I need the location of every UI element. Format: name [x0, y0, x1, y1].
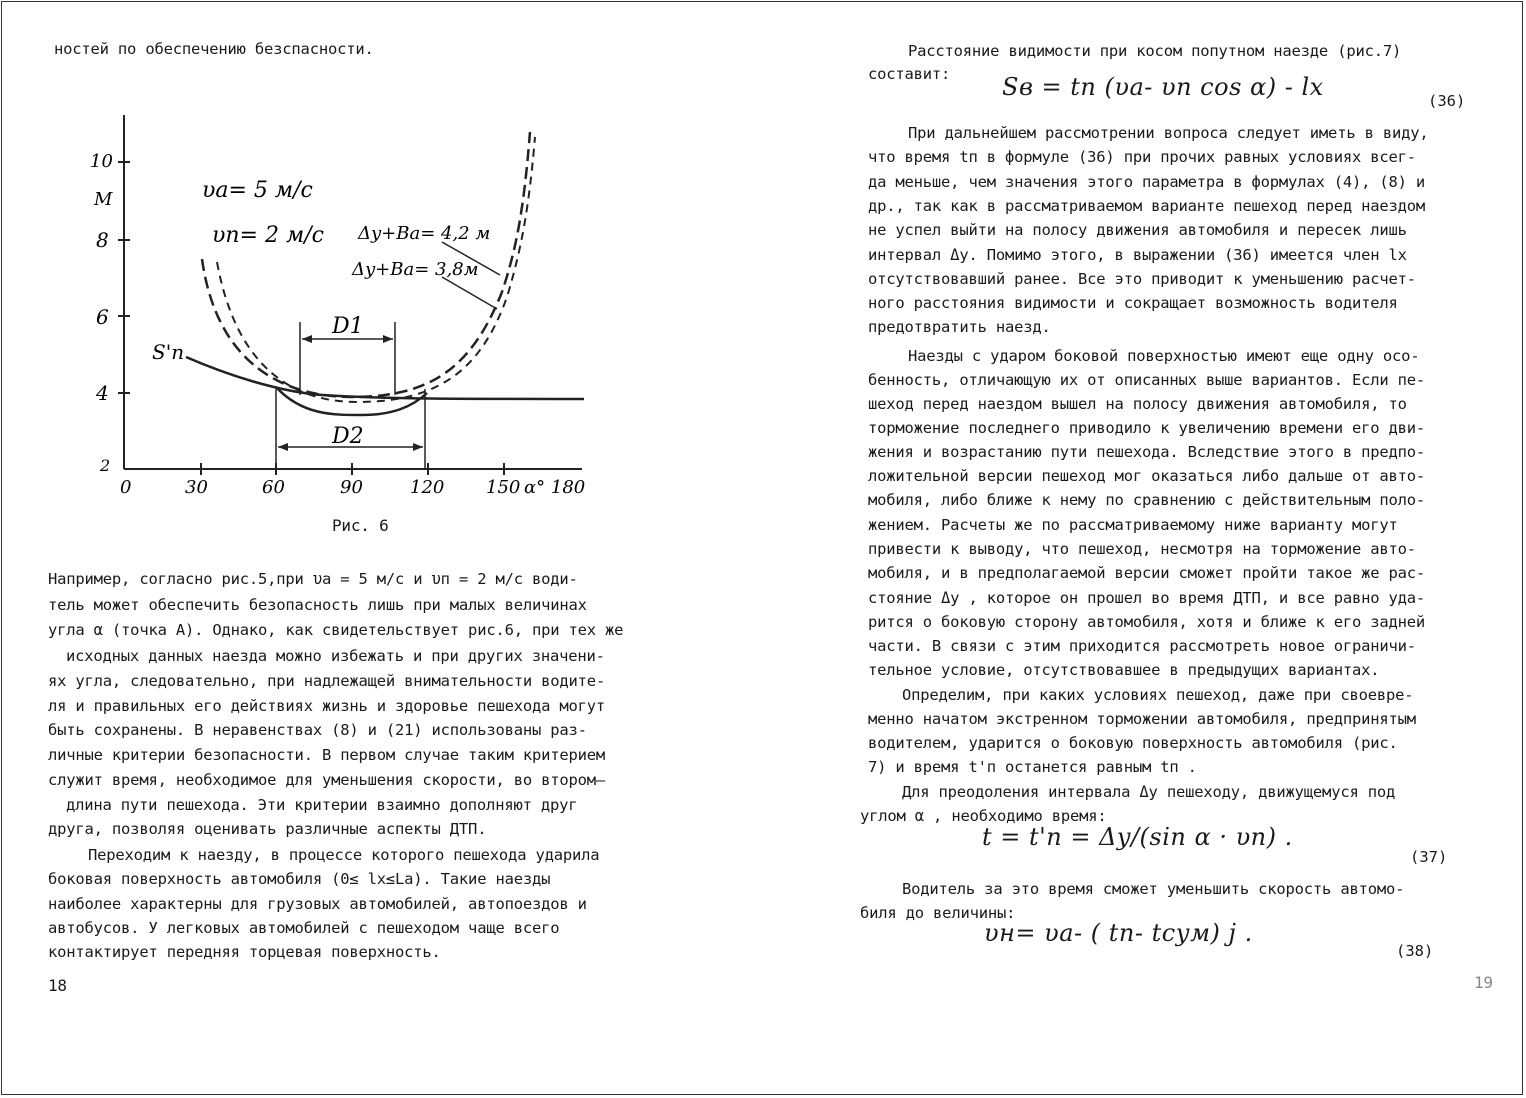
- y-tick-4: 4: [96, 381, 109, 405]
- rp-p3-line-2: бенность, отличающую их от описанных выше вариантов. Если пе-: [868, 371, 1426, 389]
- p2-line-2: боковая поверхность автомобиля (0≤ lx≤La). Такие наезды: [48, 870, 551, 888]
- rp-p1-line-2: составит:: [868, 65, 951, 83]
- rp-p5-line-1: Для преодоления интервала Δy пешеходу, движущемуся под: [902, 783, 1396, 801]
- figure-6: [2, 97, 642, 517]
- rp-p2-line-8: ного расстояния видимости и сокращает возможность водителя: [868, 294, 1398, 312]
- rp-p2-line-4: др., так как в рассматриваемом варианте пешеход перед наездом: [868, 197, 1426, 215]
- p1-line-9: служит время, необходимое для уменьшения скорости, во втором–: [48, 771, 606, 789]
- p1-line-10: длина пути пешехода. Эти критерии взаимно дополняют друг: [66, 796, 578, 814]
- page-number-right: 19: [1474, 973, 1493, 992]
- x-tick-150: 150: [486, 477, 521, 498]
- figure-caption: Рис. 6: [332, 516, 389, 535]
- rp-p3-line-3: шеход перед наездом вышел на полосу движения автомобиля, то: [868, 395, 1407, 413]
- rp-p3-line-10: мобиля, и в предполагаемой версии сможет пройти такое же рас-: [868, 564, 1426, 582]
- intro-line: ностей по обеспечению безспасности.: [54, 40, 374, 58]
- rp-p3-line-9: привести к выводу, что пешеход, несмотря на торможение авто-: [868, 540, 1416, 558]
- sp-curve: [186, 357, 584, 399]
- rp-p3-line-4: торможение последнего приводило к увеличению времени его дви-: [868, 419, 1426, 437]
- rp-p3-line-11: стояние Δy , которое он прошел во время ДТП, и все равно уда-: [868, 589, 1426, 607]
- x-tick-0: 0: [120, 477, 132, 498]
- p1-line-4: исходных данных наезда можно избежать и при других значени-: [66, 647, 605, 665]
- x-tick-120: 120: [410, 477, 445, 498]
- y-tick-2: 2: [100, 456, 111, 475]
- y-tick-m: M: [94, 189, 113, 210]
- rp-p3-line-5: жения и возрастанию пути пешехода. Вследствие этого в предпо-: [868, 443, 1426, 461]
- p1-line-3: угла α (точка А). Однако, как свидетельствует рис.6, при тех же: [48, 621, 624, 639]
- y-tick-10: 10: [90, 151, 113, 172]
- x-tick-60: 60: [262, 477, 285, 498]
- p1-line-5: ях угла, следовательно, при надлежащей внимательности водите-: [48, 672, 606, 690]
- rp-p4-line-4: 7) и время t'п останется равным tп .: [868, 758, 1197, 776]
- rp-p3-line-6: ложительной версии пешеход мог оказаться либо дальше от авто-: [868, 467, 1426, 485]
- p1-line-8: личные критерии безопасности. В первом случае таким критерием: [48, 746, 606, 764]
- rp-p4-line-2: менно начатом экстренном торможении автомобиля, предпринятым: [868, 710, 1416, 728]
- rp-p4-line-1: Определим, при каких условиях пешеход, даже при своевре-: [902, 686, 1414, 704]
- p2-line-4: автобусов. У легковых автомобилей с пешеходом чаще всего: [48, 919, 560, 937]
- rp-p3-line-1: Наезды с ударом боковой поверхностью имеют еще одну осо-: [908, 347, 1420, 365]
- x-tick-30: 30: [185, 477, 208, 498]
- p1-line-11: друга, позволяя оценивать различные аспекты ДТП.: [48, 820, 487, 838]
- right-page: [762, 2, 1524, 1096]
- p1-line-7: быть сохранены. В неравенствах (8) и (21) использованы раз-: [48, 721, 587, 739]
- equation-37: t = t'п = Δy/(sin α · υп) .: [982, 823, 1293, 851]
- rp-p2-line-2: что время tп в формуле (36) при прочих равных условиях всег-: [868, 148, 1416, 166]
- rp-p2-line-9: предотвратить наезд.: [868, 318, 1051, 336]
- equation-37-number: (37): [1410, 848, 1448, 866]
- rp-p2-line-7: отсутствовавший ранее. Все это приводит к уменьшению расчет-: [868, 270, 1416, 288]
- curve-label-3-8: Δy+Ba= 3,8м: [352, 259, 479, 280]
- page-number-left: 18: [48, 976, 67, 995]
- equation-36-number: (36): [1428, 92, 1466, 110]
- curve-label-4-2: Δy+Ba= 4,2 м: [358, 223, 491, 244]
- y-tick-8: 8: [96, 228, 109, 252]
- equation-38: υн= υa- ( tп- tсум) j .: [984, 919, 1253, 947]
- rp-p5-line-2: углом α , необходимо время:: [860, 807, 1107, 825]
- book-spread: [1, 1, 1523, 1095]
- d1-label: D1: [332, 314, 364, 339]
- rp-p3-line-14: тельное условие, отсутствовавшее в предыдущих вариантах.: [868, 661, 1380, 679]
- x-tick-90: 90: [340, 477, 363, 498]
- left-page: [2, 2, 762, 1096]
- rp-p2-line-6: интервал Δy. Помимо этого, в выражении (36) имеется член lx: [868, 246, 1407, 264]
- rp-p3-line-8: жением. Расчеты же по рассматриваемому ниже варианту могут: [868, 516, 1398, 534]
- vp-label: υп= 2 м/с: [212, 223, 324, 248]
- rp-p3-line-13: части. В связи с этим приходится рассмотреть новое ограничи-: [868, 637, 1416, 655]
- rp-p2-line-3: да меньше, чем значения этого параметра в формулах (4), (8) и: [868, 173, 1426, 191]
- va-label: υa= 5 м/с: [202, 178, 313, 203]
- sp-label: S'п: [152, 340, 185, 364]
- equation-36: Sв = tп (υa- υп cos α) - lx: [1002, 73, 1324, 101]
- rp-p4-line-3: водителем, ударится о боковую поверхность автомобиля (рис.: [868, 734, 1398, 752]
- rp-p2-line-5: не успел выйти на полосу движения автомобиля и пересек лишь: [868, 221, 1407, 239]
- rp-p6-line-1: Водитель за это время сможет уменьшить скорость автомо-: [902, 880, 1405, 898]
- rp-p2-line-1: При дальнейшем рассмотрении вопроса следует иметь в виду,: [908, 124, 1429, 142]
- rp-p1-line-1: Расстояние видимости при косом попутном наезде (рис.7): [908, 42, 1402, 60]
- rp-p3-line-7: мобиля, либо ближе к нему по сравнению с действительным поло-: [868, 491, 1426, 509]
- p2-line-5: контактирует передняя торцевая поверхность.: [48, 943, 441, 961]
- rp-p3-line-12: рится о боковую сторону автомобиля, хотя и ближе к его задней: [868, 613, 1426, 631]
- p1-line-1: Например, согласно рис.5,при υa = 5 м/с и υп = 2 м/с води-: [48, 570, 578, 588]
- equation-38-number: (38): [1396, 942, 1434, 960]
- p1-line-2: тель может обеспечить безопасность лишь при малых величинах: [48, 596, 587, 614]
- x-tick-180: α° 180: [524, 477, 586, 498]
- p2-line-3: наиболее характерны для грузовых автомобилей, автопоездов и: [48, 895, 587, 913]
- d2-label: D2: [332, 424, 364, 449]
- p2-line-1: Переходим к наезду, в процессе которого пешехода ударила: [88, 846, 600, 864]
- rp-p6-line-2: биля до величины:: [860, 904, 1016, 922]
- p1-line-6: ля и правильных его действиях жизнь и здоровье пешехода могут: [48, 697, 606, 715]
- y-tick-6: 6: [96, 305, 109, 329]
